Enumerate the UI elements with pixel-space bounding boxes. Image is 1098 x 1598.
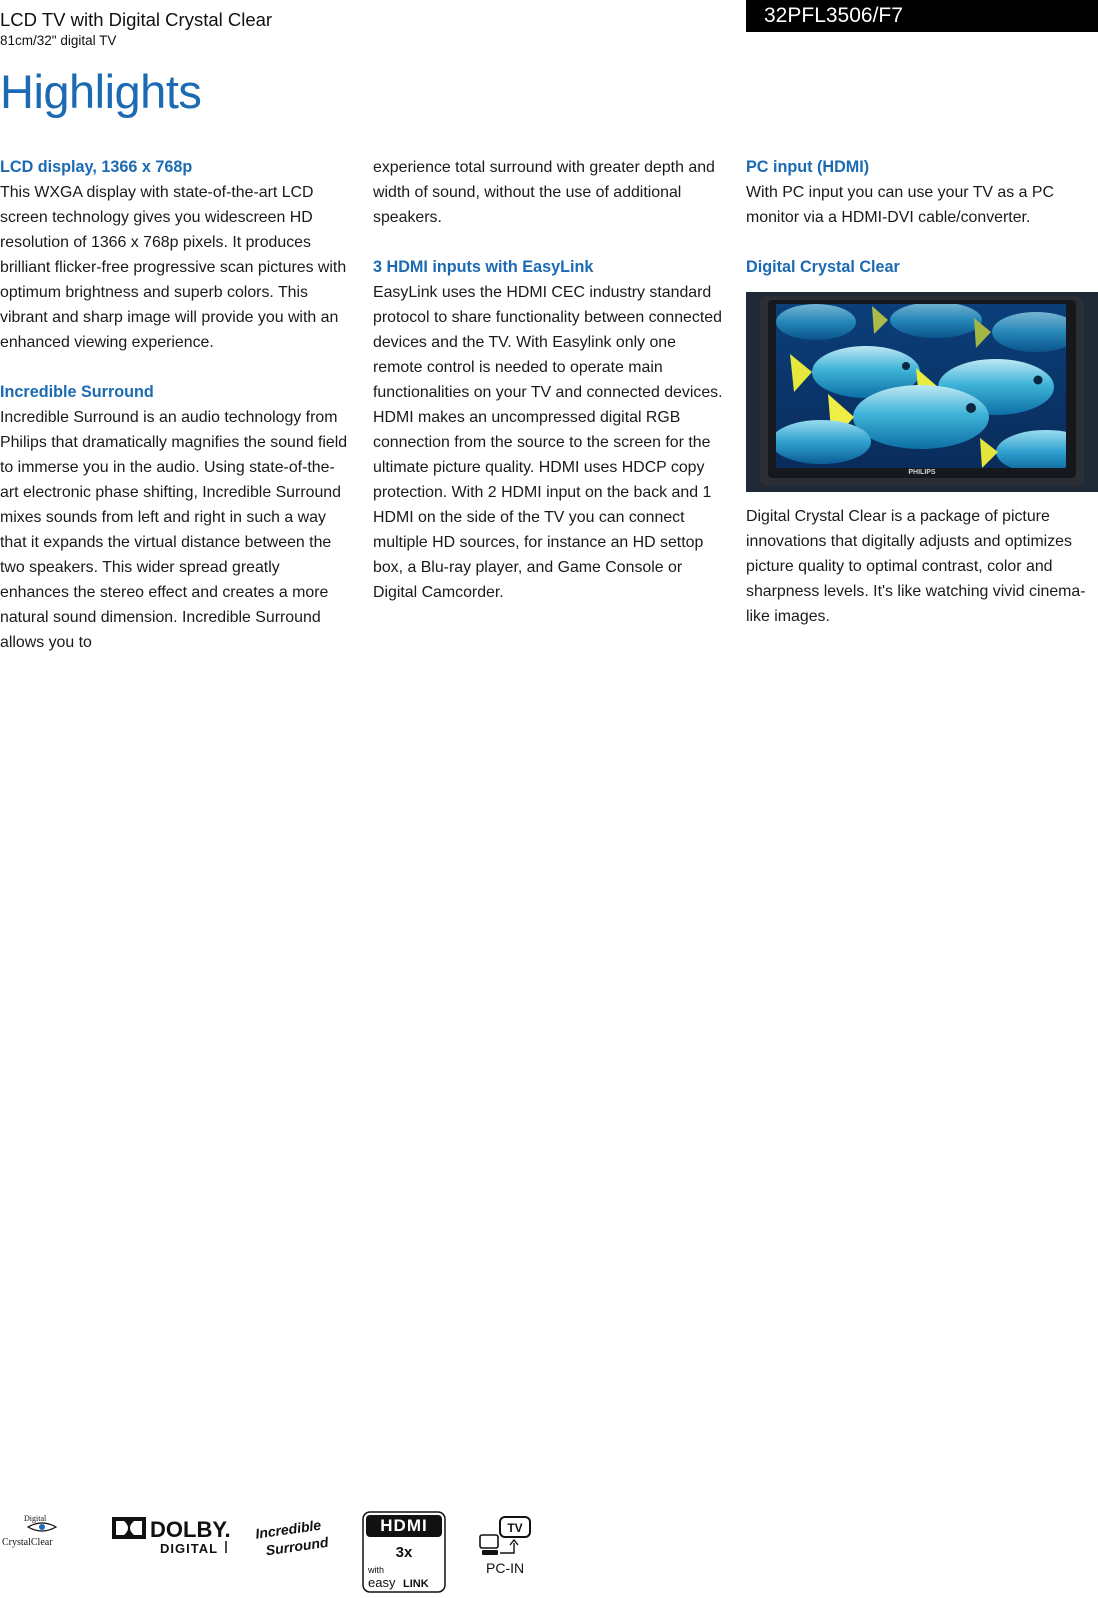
dcc-line1-text: Digital [24,1515,47,1523]
column-3 [746,155,1098,654]
surround-line1-text: Incredible [254,1516,323,1542]
hdmi-easylink-heading: 3 HDMI inputs with EasyLink [373,258,594,276]
crystal-eye-icon [28,1523,56,1531]
column-1 [0,155,350,680]
digital-crystal-clear-heading: Digital Crystal Clear [746,258,900,276]
dolby-main-text: DOLBY. [150,1517,230,1542]
product-subtitle: 81cm/32" digital TV [0,33,117,48]
column-2 [373,155,723,630]
easylink-easy-text: easy [368,1575,396,1590]
dolby-double-d-icon [112,1517,146,1539]
hdmi-count-text: 3x [395,1544,413,1561]
lcd-display-text: This WXGA display with state-of-the-art LCD screen technology gives you widescreen HD resolution of 1366 x 768p pixels. It produces brilliant flicker-free progressive scan pictures with optimum brightness and superb colors. This vibrant and sharp image will provide you with an enhanced viewing experience. [0,184,347,351]
incredible-surround-text: Incredible Surround is an audio technology from Philips that dramatically magnifies the sound field to immerse you in the audio. Using state-of-the-art electronic phase shifting, Incredible Surround mixes sounds from left and right in such a way that it expands the virtual distance between the two speakers. This wider spread greatly enhances the stereo effect and creates a more natural sound dimension. Incredible Surround allows you to [0,409,348,651]
pc-input-text: With PC input you can use your TV as a PC monitor via a HDMI-DVI cable/converter. [746,184,1054,226]
hdmi-easylink-text: EasyLink uses the HDMI CEC industry standard protocol to share functionality between connected devices and the TV. With Easylink only one remote control is needed to operate main functionalities on your TV and connected devices. HDMI makes an uncompressed digital RGB connection from the source to the screen for the ultimate picture quality. HDMI uses HDCP copy protection. With 2 HDMI input on the back and 1 HDMI on the side of the TV you can connect multiple HD sources, for instance an HD settop box, a Blu-ray player, and Game Console or Digital Camcorder. [373,284,723,601]
dolby-sub-text: DIGITAL [160,1541,219,1555]
tv-fish-screen-illustration [746,292,1098,492]
dcc-line2-text: CrystalClear [2,1537,53,1548]
incredible-surround-heading: Incredible Surround [0,383,154,401]
pc-in-label: PC-IN [486,1560,525,1576]
surround-line2-text: Surround [264,1533,330,1559]
hdmi-with-text: with [368,1565,385,1575]
pc-input-heading: PC input (HDMI) [746,158,870,176]
pc-in-logo [478,1515,548,1587]
page-title: Highlights [0,65,202,118]
model-number-bar: 32PFL3506/F7 [746,0,1098,32]
feature-logos-row [0,1515,560,1598]
incredible-surround-logo [252,1515,342,1561]
digital-crystal-clear-logo [0,1515,92,1575]
product-name: LCD TV with Digital Crystal Clear [0,9,273,30]
tv-product-image [746,292,1098,492]
lcd-display-heading: LCD display, 1366 x 768p [0,158,193,176]
easylink-link-text: LINK [403,1578,429,1590]
tv-brand-label: PHILIPS [908,469,936,476]
incredible-surround-continued-text: experience total surround with greater depth and width of sound, without the use of additional speakers. [373,159,715,226]
hdmi-easylink-logo [362,1511,446,1593]
pc-in-tv-text: TV [507,1521,523,1535]
dolby-digital-logo [112,1515,230,1555]
hdmi-text: HDMI [380,1516,428,1535]
digital-crystal-clear-text: Digital Crystal Clear is a package of picture innovations that digitally adjusts and optimizes picture quality to optimal contrast, color and sharpness levels. It's like watching vivid cinema-like images. [746,508,1086,625]
